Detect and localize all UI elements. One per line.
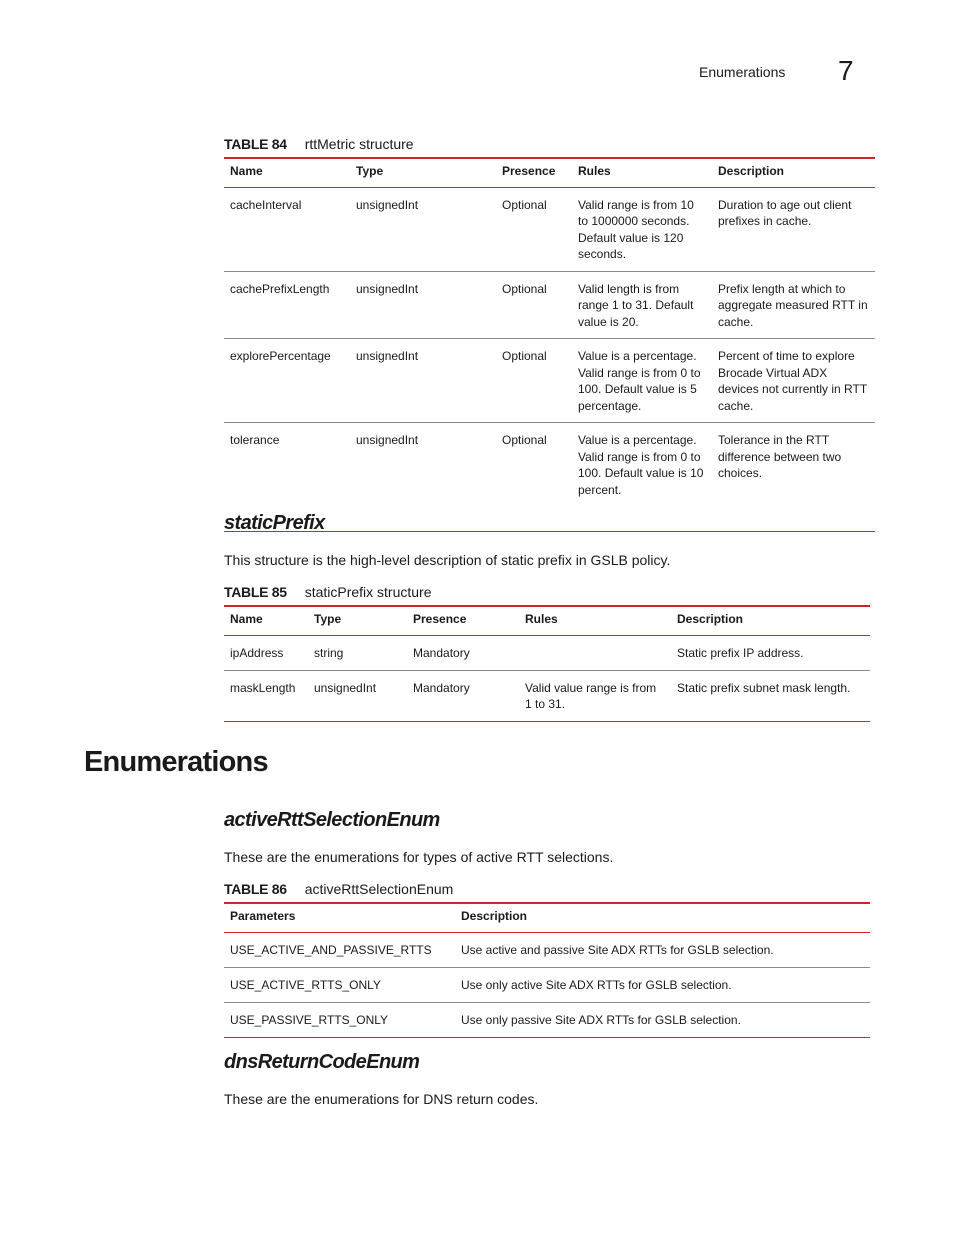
table-cell: tolerance bbox=[224, 423, 350, 532]
table-cell: USE_ACTIVE_RTTS_ONLY bbox=[224, 967, 455, 1002]
column-header: Presence bbox=[407, 606, 519, 635]
table-cell: unsignedInt bbox=[350, 271, 496, 339]
column-header: Type bbox=[308, 606, 407, 635]
table-header-row bbox=[224, 606, 870, 635]
table-cell: Mandatory bbox=[407, 670, 519, 721]
table-row bbox=[224, 1002, 870, 1037]
table-cell: Valid range is from 10 to 1000000 seconds. Default value is 120 seconds. bbox=[572, 187, 712, 271]
chapter-number: 7 bbox=[838, 55, 854, 86]
table-cell: Duration to age out client prefixes in cache. bbox=[712, 187, 875, 271]
running-header-section: Enumerations bbox=[699, 64, 786, 80]
table-caption-text: activeRttSelectionEnum bbox=[304, 881, 454, 897]
table-cell: cachePrefixLength bbox=[224, 271, 350, 339]
table-cell: Percent of time to explore Brocade Virtual ADX devices not currently in RTT cache. bbox=[712, 339, 875, 423]
column-header: Name bbox=[224, 158, 350, 187]
table-cell: Prefix length at which to aggregate measured RTT in cache. bbox=[712, 271, 875, 339]
table-cell: Static prefix IP address. bbox=[671, 635, 870, 670]
table-cell: Optional bbox=[496, 271, 572, 339]
section-heading-dnsreturncodeenum: dnsReturnCodeEnum bbox=[224, 1051, 420, 1073]
table-header-row bbox=[224, 903, 870, 932]
table-label: TABLE 85 bbox=[224, 584, 287, 600]
column-header: Description bbox=[671, 606, 870, 635]
column-header: Description bbox=[712, 158, 875, 187]
dnsreturn-intro: These are the enumerations for DNS return codes. bbox=[224, 1091, 539, 1107]
section-heading-activerttselectionenum: activeRttSelectionEnum bbox=[224, 809, 440, 831]
column-header: Presence bbox=[496, 158, 572, 187]
table-cell: Valid length is from range 1 to 31. Default value is 20. bbox=[572, 271, 712, 339]
table-86-caption bbox=[224, 881, 453, 897]
table-label: TABLE 86 bbox=[224, 881, 287, 897]
table-cell: USE_ACTIVE_AND_PASSIVE_RTTS bbox=[224, 932, 455, 967]
staticprefix-intro: This structure is the high-level description of static prefix in GSLB policy. bbox=[224, 552, 671, 568]
table-cell: Tolerance in the RTT difference between two choices. bbox=[712, 423, 875, 532]
table-cell: explorePercentage bbox=[224, 339, 350, 423]
table-row bbox=[224, 635, 870, 670]
table-cell: Use active and passive Site ADX RTTs for GSLB selection. bbox=[455, 932, 870, 967]
table-86 bbox=[224, 902, 870, 1038]
table-row bbox=[224, 670, 870, 721]
column-header: Rules bbox=[572, 158, 712, 187]
table-84-caption bbox=[224, 136, 414, 152]
table-cell: Optional bbox=[496, 339, 572, 423]
table-cell: cacheInterval bbox=[224, 187, 350, 271]
table-label: TABLE 84 bbox=[224, 136, 287, 152]
table-cell: unsignedInt bbox=[350, 339, 496, 423]
column-header: Parameters bbox=[224, 903, 455, 932]
table-row bbox=[224, 271, 875, 339]
table-row bbox=[224, 339, 875, 423]
table-cell bbox=[519, 635, 671, 670]
table-row bbox=[224, 967, 870, 1002]
table-cell: Static prefix subnet mask length. bbox=[671, 670, 870, 721]
column-header: Name bbox=[224, 606, 308, 635]
table-cell: Optional bbox=[496, 187, 572, 271]
table-cell: Optional bbox=[496, 423, 572, 532]
table-cell: Use only passive Site ADX RTTs for GSLB selection. bbox=[455, 1002, 870, 1037]
table-header-row bbox=[224, 158, 875, 187]
table-cell: string bbox=[308, 635, 407, 670]
table-row bbox=[224, 187, 875, 271]
table-84 bbox=[224, 157, 875, 532]
table-85-caption bbox=[224, 584, 432, 600]
table-cell: unsignedInt bbox=[350, 423, 496, 532]
activertt-intro: These are the enumerations for types of active RTT selections. bbox=[224, 849, 614, 865]
table-cell: unsignedInt bbox=[350, 187, 496, 271]
table-cell: Valid value range is from 1 to 31. bbox=[519, 670, 671, 721]
table-cell: maskLength bbox=[224, 670, 308, 721]
chapter-section-title: Enumerations bbox=[84, 746, 268, 778]
table-cell: Value is a percentage. Valid range is from 0 to 100. Default value is 10 percent. bbox=[572, 423, 712, 532]
column-header: Rules bbox=[519, 606, 671, 635]
section-heading-staticprefix: staticPrefix bbox=[224, 512, 325, 534]
table-cell: Value is a percentage. Valid range is from 0 to 100. Default value is 5 percentage. bbox=[572, 339, 712, 423]
table-cell: unsignedInt bbox=[308, 670, 407, 721]
table-cell: Mandatory bbox=[407, 635, 519, 670]
table-85 bbox=[224, 605, 870, 722]
column-header: Description bbox=[455, 903, 870, 932]
table-cell: USE_PASSIVE_RTTS_ONLY bbox=[224, 1002, 455, 1037]
table-caption-text: staticPrefix structure bbox=[304, 584, 432, 600]
table-caption-text: rttMetric structure bbox=[304, 136, 414, 152]
table-cell: ipAddress bbox=[224, 635, 308, 670]
column-header: Type bbox=[350, 158, 496, 187]
table-cell: Use only active Site ADX RTTs for GSLB selection. bbox=[455, 967, 870, 1002]
table-row bbox=[224, 932, 870, 967]
